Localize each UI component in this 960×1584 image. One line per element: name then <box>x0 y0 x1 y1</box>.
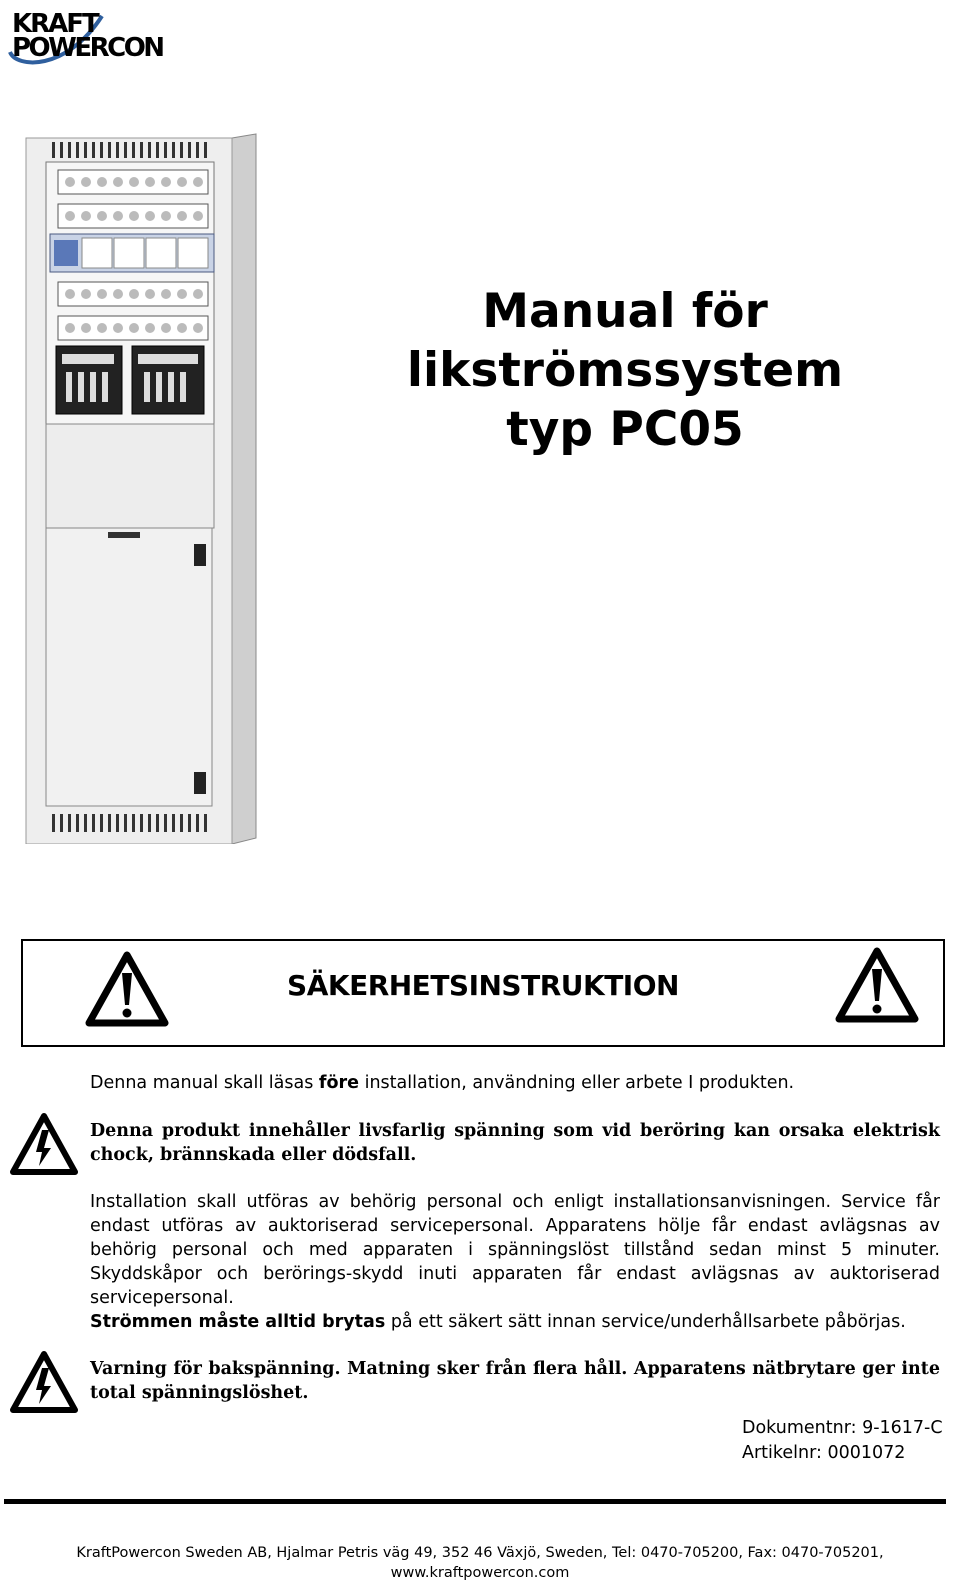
title-line-1: Manual för <box>482 284 768 339</box>
backfeed-warning-paragraph: Varning för bakspänning. Matning sker från flera håll. Apparatens nätbrytare ger inte total spänningslöshet. <box>90 1359 940 1403</box>
p3-bold: Strömmen måste alltid brytas <box>90 1312 386 1332</box>
document-numbers <box>742 1416 952 1466</box>
p3-text-post: på ett säkert sätt innan service/underhållsarbete påbörjas. <box>385 1312 906 1332</box>
power-cabinet-image <box>24 132 260 844</box>
p1-text-post: installation, användning eller arbete I produkten. <box>359 1073 795 1093</box>
safety-heading: SÄKERHETSINSTRUKTION <box>287 969 679 1002</box>
article-number: Artikelnr: 0001072 <box>742 1443 906 1463</box>
intro-paragraph <box>90 1071 940 1095</box>
footer-divider <box>4 1499 946 1504</box>
safety-instruction-box <box>21 939 945 1047</box>
footer-address <box>0 1543 960 1583</box>
footer-website: www.kraftpowercon.com <box>390 1565 570 1581</box>
installation-paragraph <box>90 1190 940 1334</box>
danger-paragraph: Denna produkt innehåller livsfarlig spänning som vid beröring kan orsaka elektrisk chock, brännskada eller dödsfall. <box>90 1121 940 1165</box>
document-title <box>380 282 870 459</box>
logo-line2: POWERCON <box>12 33 163 63</box>
document-number: Dokumentnr: 9-1617-C <box>742 1418 943 1438</box>
logo-line1: KRAFT <box>12 9 98 39</box>
kraft-powercon-logo <box>6 4 176 70</box>
p1-bold: före <box>318 1073 360 1093</box>
title-line-2: likströmssystem <box>406 343 844 398</box>
electric-shock-icon <box>9 1112 79 1176</box>
p3-text: Installation skall utföras av behörig personal och enligt installationsanvisningen. Service får endast utföras av auktoriserad servicepersonal. Apparatens hölje får endast avlägsnas av behörig personal och med apparaten i spänningslöst tillstånd sedan minst 5 minuter. Skyddskåpor och berörings-skydd inuti apparaten får endast avlägsnas av auktoriserad servicepersonal. <box>90 1192 940 1308</box>
footer-line-1: KraftPowercon Sweden AB, Hjalmar Petris väg 49, 352 46 Växjö, Sweden, Tel: 0470-705200, Fax: 0470-705201, <box>76 1545 884 1561</box>
warning-triangle-icon <box>835 947 919 1023</box>
title-line-3: typ PC05 <box>506 402 744 457</box>
p1-text-pre: Denna manual skall läsas <box>90 1073 319 1093</box>
electric-shock-icon <box>9 1350 79 1414</box>
